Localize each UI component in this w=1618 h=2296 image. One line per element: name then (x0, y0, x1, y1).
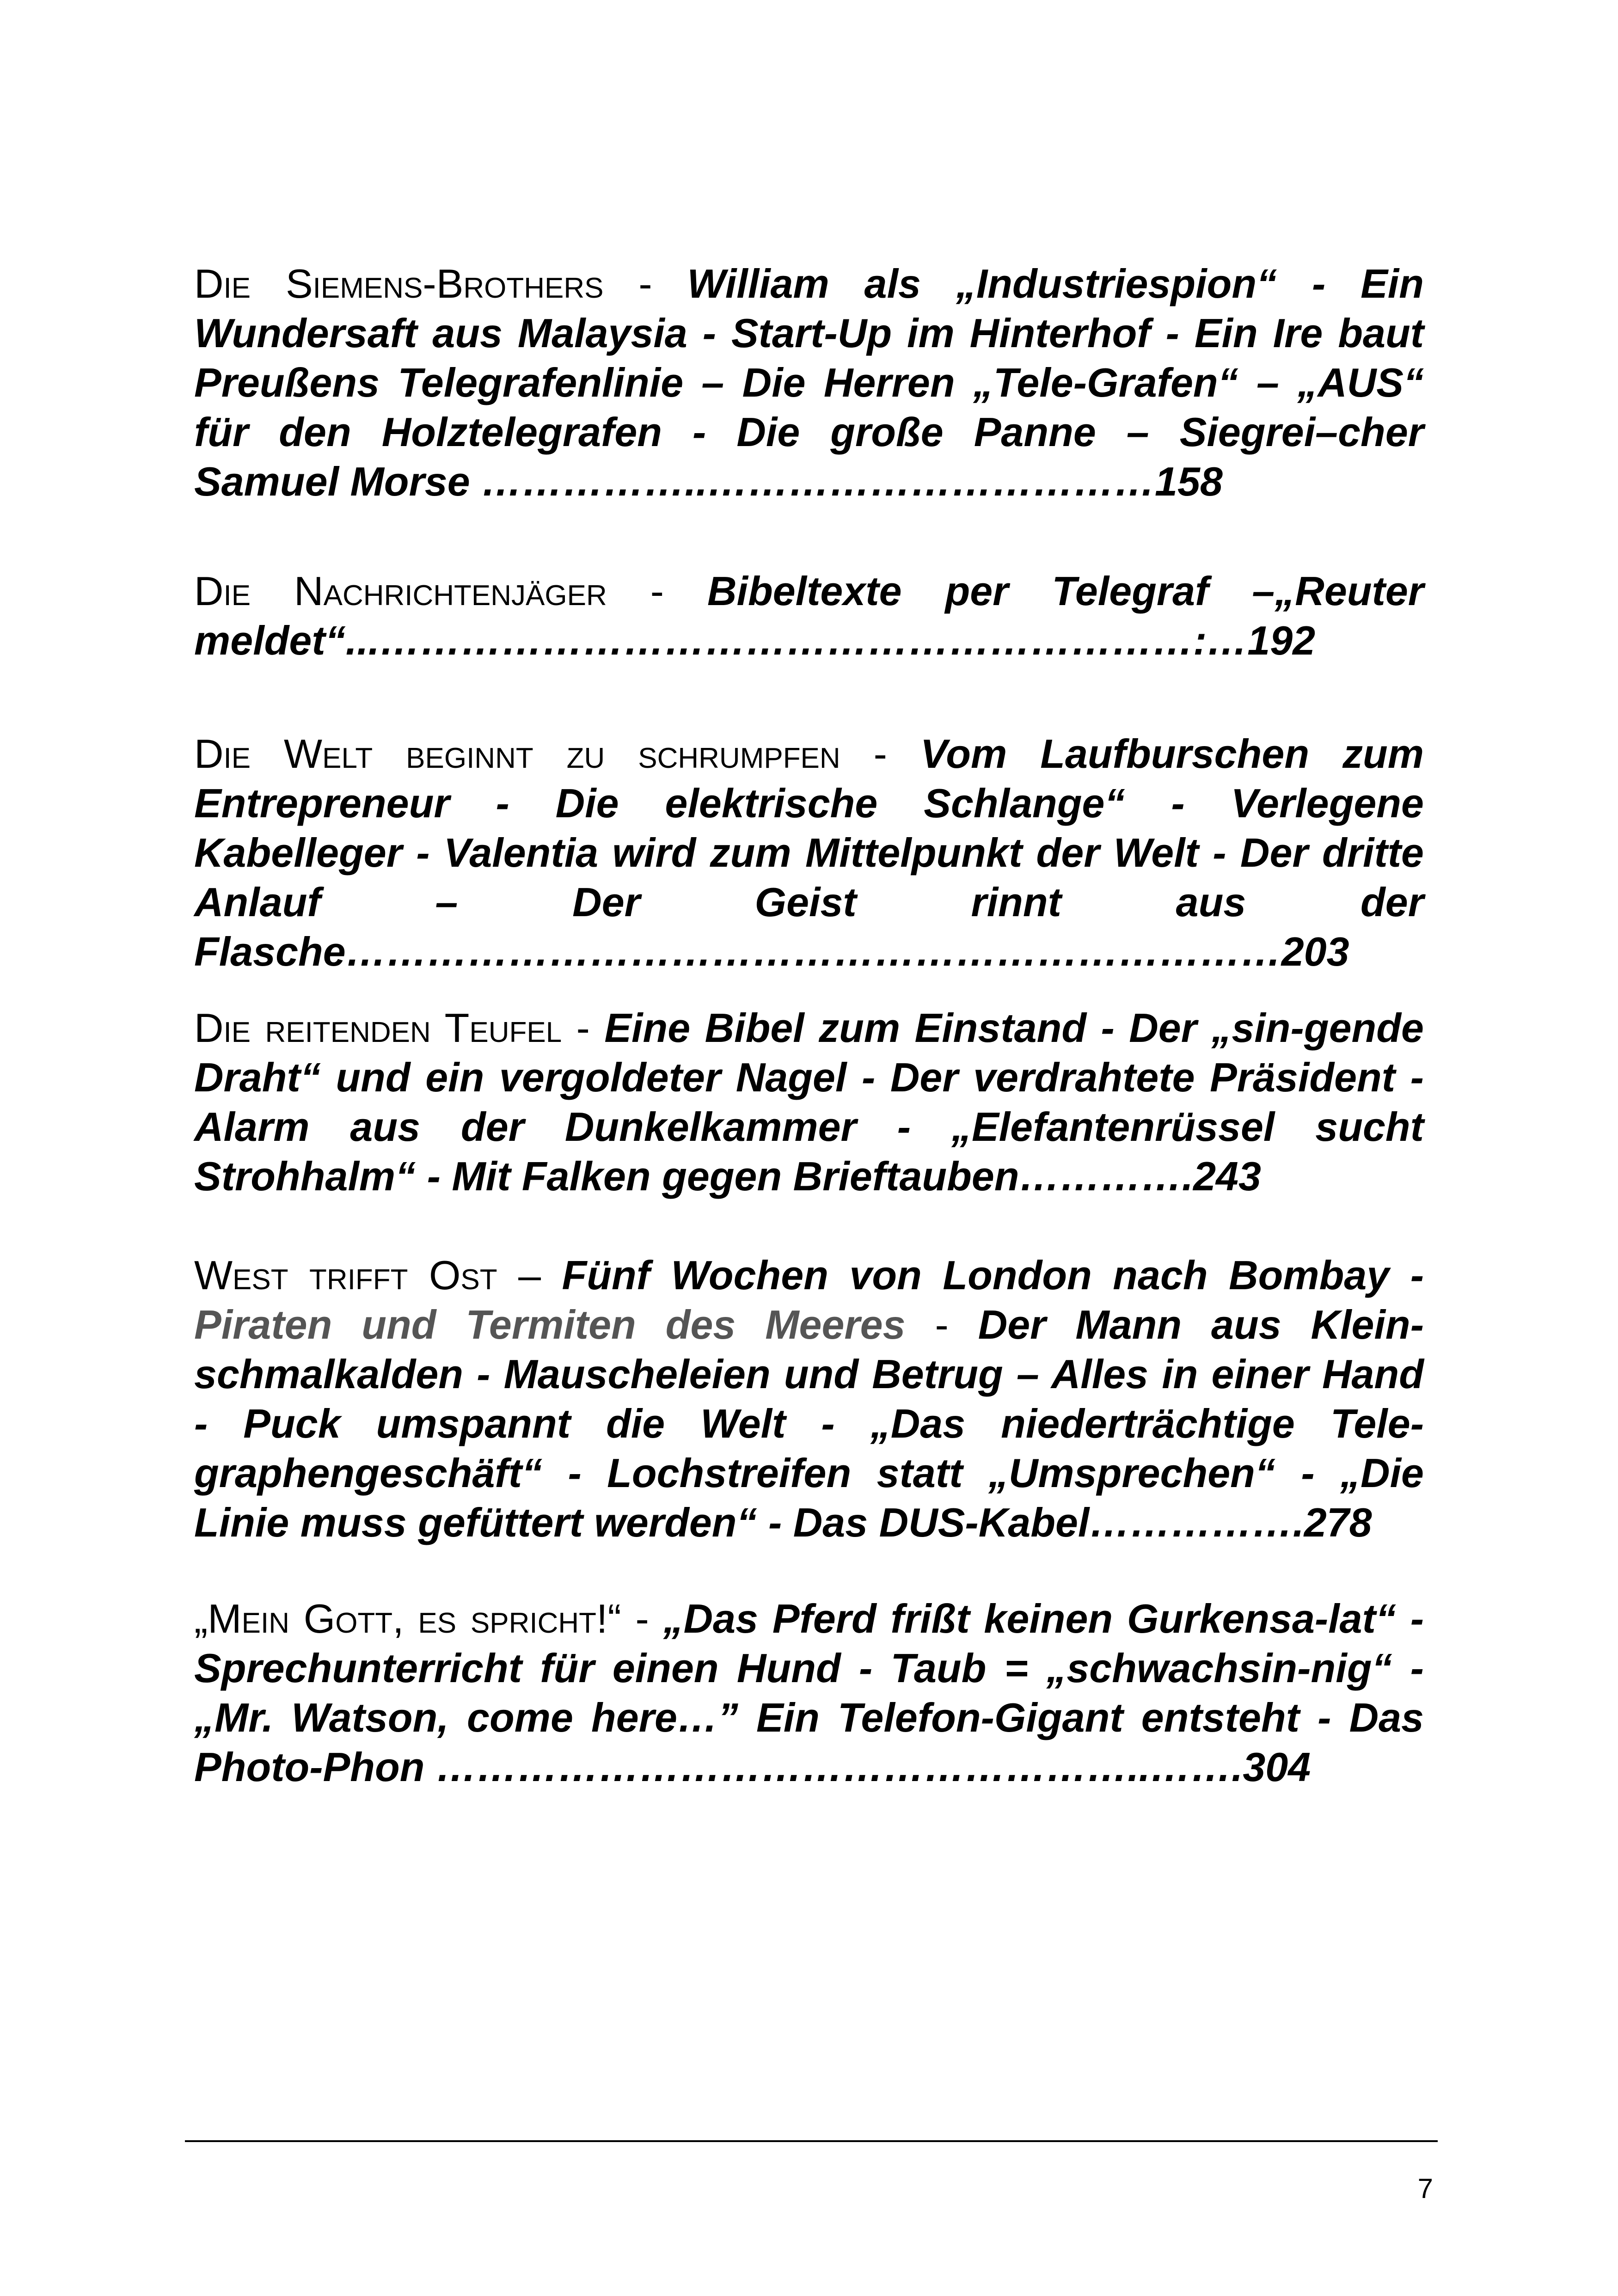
dot-leader: ...……………………………………………………:… (345, 618, 1248, 663)
page-number: 278 (1304, 1500, 1372, 1545)
chapter-topics-continued: Der Mann aus Klein-schmalkalden - Mauscheleien und Betrug – Alles in einer Hand - Puck umspannt die Welt - „Das niederträchtige Tele-graphengeschäft“ - Lochstreifen statt „Umsprechen“ - „Die Linie muss gefüttert werden“ - Das DUS-Kabel (194, 1302, 1424, 1545)
toc-entry-welt-schrumpfen (194, 729, 1424, 976)
chapter-title: „Mein Gott, es spricht!“ (194, 1596, 621, 1641)
chapter-title: Die Siemens-Brothers (194, 261, 604, 306)
chapter-topics: „Das Pferd frißt keinen Gurkensa-lat“ - Sprechunterricht für einen Hund - Taub = „schwachsin-nig“ - „Mr. Watson, come here…” Ein Telefon-Gigant entsteht - Das Photo-Phon (194, 1596, 1424, 1790)
chapter-topics: Eine Bibel zum Einstand - Der „sin-gende Draht“ und ein vergoldeter Nagel - Der verdrahtete Präsident - Alarm aus der Dunkelkammer - „Elefantenrüssel sucht Strohhalm“ - Mit Falken gegen Brieftauben (194, 1005, 1424, 1199)
separator: - (840, 731, 920, 777)
chapter-topics-gray: Piraten und Termiten des Meeres (194, 1302, 906, 1347)
chapter-title: West trifft Ost (194, 1252, 497, 1298)
dot-leader: ……………………………………………..……. (435, 1744, 1243, 1790)
page-number: 203 (1281, 929, 1349, 974)
chapter-topics: Fünf Wochen von London nach Bombay - (562, 1252, 1424, 1298)
dot-leader: ……………..…………………………… (481, 459, 1155, 504)
footer-divider (185, 2140, 1438, 2142)
chapter-title: Die Welt beginnt zu schrumpfen (194, 731, 840, 777)
separator: - (603, 261, 687, 306)
page-number: 158 (1155, 459, 1223, 504)
separator: - (905, 1302, 978, 1347)
page-number: 192 (1247, 618, 1316, 663)
dot-leader: …………. (1019, 1153, 1194, 1199)
separator: – (497, 1252, 562, 1298)
toc-entry-reitende-teufel (194, 1003, 1424, 1201)
toc-entry-nachrichtenjaeger (194, 566, 1424, 665)
toc-entry-siemens-brothers (194, 259, 1424, 506)
toc-entry-mein-gott-es-spricht (194, 1594, 1424, 1792)
chapter-topics: Bibeltexte per Telegraf –„Reuter meldet“ (194, 568, 1424, 663)
footer-page-number: 7 (1417, 2173, 1433, 2204)
dot-leader: …………………………………………………………… (345, 929, 1281, 974)
chapter-title: Die reitenden Teufel (194, 1005, 562, 1051)
page-number: 243 (1193, 1153, 1261, 1199)
page-number: 304 (1243, 1744, 1311, 1790)
separator: - (607, 568, 707, 614)
chapter-topics: Vom Laufburschen zum Entrepreneur - Die elektrische Schlange“ - Verlegene Kabelleger - Valentia wird zum Mittelpunkt der Welt - Der dritte Anlauf – Der Geist rinnt aus der Flasche (194, 731, 1424, 974)
separator: - (562, 1005, 605, 1051)
chapter-topics: William als „Industriespion“ - Ein Wundersaft aus Malaysia - Start-Up im Hinterhof - Ein Ire baut Preußens Telegrafenlinie – Die Herren „Tele-Grafen“ – „AUS“ für den Holztelegrafen - Die große Panne – Siegrei–cher Samuel Morse (194, 261, 1424, 504)
toc-entry-west-trifft-ost (194, 1250, 1424, 1547)
dot-leader: ……………. (1089, 1500, 1304, 1545)
chapter-title: Die Nachrichtenjäger (194, 568, 607, 614)
separator: - (621, 1596, 663, 1641)
